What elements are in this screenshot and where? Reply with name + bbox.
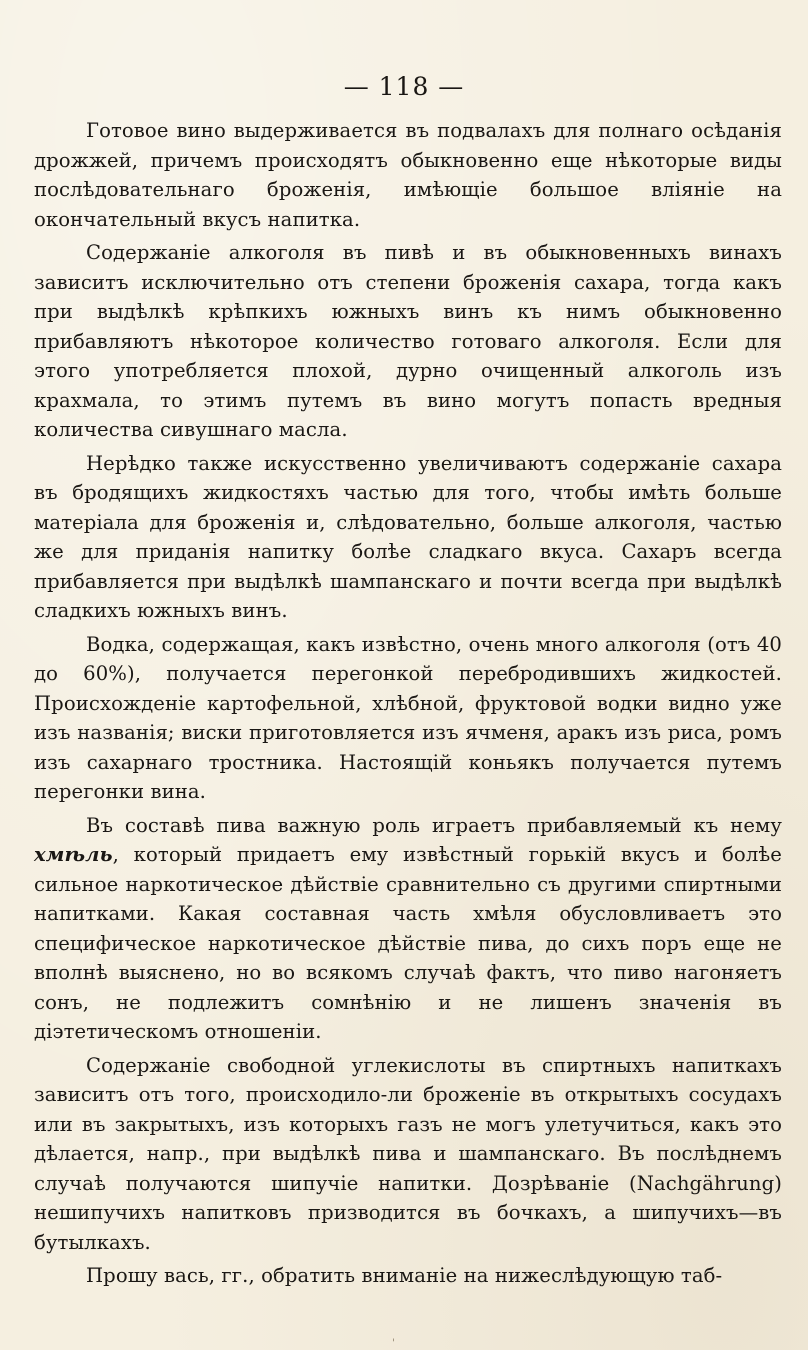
paragraph-carbonation: Содержаніе свободной углекислоты въ спиртныхъ напиткахъ зависитъ отъ того, происходило-ли броженіе въ открытыхъ сосудахъ или въ закрытыхъ, изъ которыхъ газъ не могъ улетучиться, какъ это дѣлается, напр., при выдѣлкѣ пива и шампанскаго. Въ послѣднемъ случаѣ получаются шипучіе напитки. Дозрѣваніе (Nachgährung) нешипучихъ напитковъ призводится въ бочкахъ, а шипучихъ—въ бутылкахъ. [34,1053,782,1254]
body-text [34,116,782,1291]
paragraph-vodka: Водка, содержащая, какъ извѣстно, очень много алкоголя (отъ 40 до 60%), получается перегонкой перебродившихъ жидкостей. Происхожденіе картофельной, хлѣбной, фруктовой водки видно уже изъ названія; виски приготовляется изъ ячменя, аракъ изъ риса, ромъ изъ сахарнаго тростника. Настоящій коньякъ получается путемъ перегонки вина. [34,632,782,803]
paragraph-hops [34,811,782,1047]
paragraph-sugar: Нерѣдко также искусственно увеличиваютъ содержаніе сахара въ бродящихъ жидкостяхъ частью для того, чтобы имѣть больше матеріала для броженія и, слѣдовательно, больше алкоголя, частью же для приданія напитку болѣе сладкаго вкуса. Сахаръ всегда прибавляется при выдѣлкѣ шампанскаго и почти всегда при выдѣлкѣ сладкихъ южныхъ винъ. [34,451,782,622]
signature-mark: ' [392,1338,395,1349]
hops-text-after: , который придаетъ ему извѣстный горькій вкусъ и болѣе сильное наркотическое дѣйствіе сравнительно съ другими спиртными напитками. Какая составная часть хмѣля обусловливаетъ это специфическое наркотическое дѣйствіе пива, до сихъ поръ еще не вполнѣ выяснено, но во всякомъ случаѣ фактъ, что пиво нагоняетъ сонъ, не подлежитъ сомнѣнію и не лишенъ значенія въ діэтетическомъ отношеніи. [34,843,782,1043]
paragraph-aging: Готовое вино выдерживается въ подвалахъ для полнаго осѣданія дрожжей, причемъ происходятъ обыкновенно еще нѣкоторые виды послѣдовательнаго броженія, имѣющіе большое вліяніе на окончательный вкусъ напитка. [34,119,782,231]
page-number: — 118 — [343,72,465,101]
hops-term: хмѣль [34,843,113,866]
hops-text-before: Въ составѣ пива важную роль играетъ прибавляемый къ нему [86,813,782,837]
paragraph-alcohol-content: Содержаніе алкоголя въ пивѣ и въ обыкновенныхъ винахъ зависитъ исключительно отъ степени броженія сахара, тогда какъ при выдѣлкѣ крѣпкихъ южныхъ винъ къ нимъ обыкновенно прибавляютъ нѣкоторое количество готоваго алкоголя. Если для этого употребляется плохой, дурно очищенный алкоголь изъ крахмала, то этимъ путемъ въ вино могутъ попасть вредныя количества сивушнаго масла. [34,241,782,441]
paragraph-table-intro: Прошу вась, гг., обратить вниманіе на нижеслѣдующую таб- [86,1264,723,1287]
